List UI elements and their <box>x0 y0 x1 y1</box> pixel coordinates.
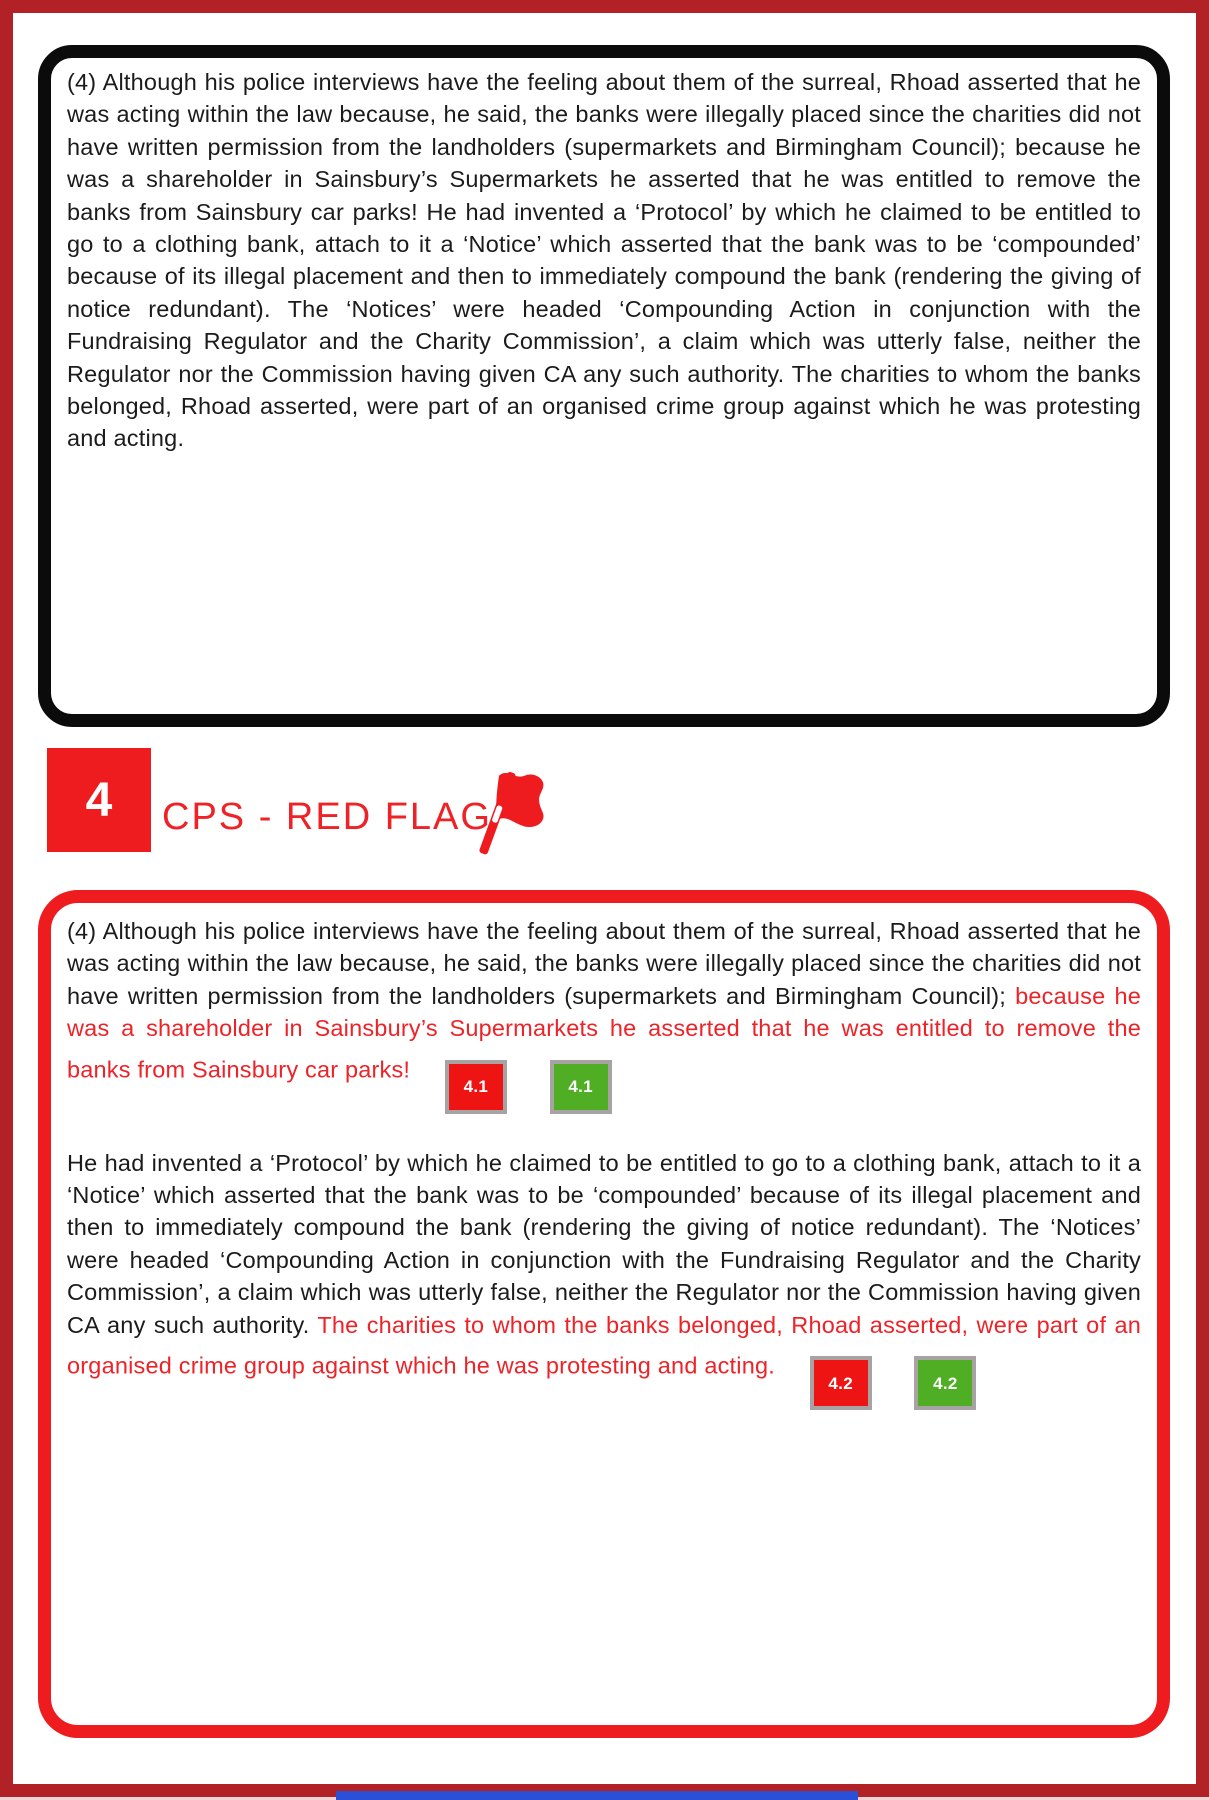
summary-box <box>38 45 1170 727</box>
paragraph-2-black-text: He had invented a ‘Protocol’ by which he claimed to be entitled to go to a clothing bank, attach to it a ‘Notice’ which asserted that the bank was to be ‘compounded’ because of its illegal placement and then to immediately compound the bank (rendering the giving of notice redundant). The ‘Notices’ were headed ‘Compounding Action in conjunction with the Fundraising Regulator and the Charity Commission’, a claim which was utterly false, neither the Regulator nor the Commission having given CA any such authority. <box>67 1149 1141 1338</box>
bottom-blue-bar <box>336 1791 858 1800</box>
badge-4-1-green: 4.1 <box>550 1060 612 1114</box>
paragraph-1-red-text: because he was a shareholder in Sainsbury’s Supermarkets he asserted that he was entitled to remove the banks from Sainsbury car parks! <box>67 982 1141 1083</box>
paragraph-2-red-text: The charities to whom the banks belonged, Rhoad asserted, were part of an organised crime group against which he was protesting and acting. <box>67 1311 1141 1379</box>
badge-4-2-red: 4.2 <box>810 1356 872 1410</box>
section-title: CPS - RED FLAG <box>162 796 492 838</box>
page-border-right <box>1196 0 1209 1800</box>
badge-4-1-red: 4.1 <box>445 1060 507 1114</box>
page-border-top <box>0 0 1209 13</box>
page-border-left <box>0 0 13 1800</box>
summary-text: (4) Although his police interviews have the feeling about them of the surreal, Rhoad asserted that he was acting within the law because, he said, the banks were illegally placed since the charities did not have written permission from the landholders (supermarkets and Birmingham Council); because he was a shareholder in Sainsbury’s Supermarkets he asserted that he was entitled to remove the banks from Sainsbury car parks! He had invented a ‘Protocol’ by which he claimed to be entitled to go to a clothing bank, attach to it a ‘Notice’ which asserted that the bank was to be ‘compounded’ because of its illegal placement and then to immediately compound the bank (rendering the giving of notice redundant). The ‘Notices’ were headed ‘Compounding Action in conjunction with the Fundraising Regulator and the Charity Commission’, a claim which was utterly false, neither the Regulator nor the Commission having given CA any such authority. The charities to whom the banks belonged, Rhoad asserted, were part of an organised crime group against which he was protesting and acting. <box>67 69 1141 452</box>
section-number-badge <box>47 748 151 852</box>
flagged-paragraph-1 <box>67 915 1141 1099</box>
red-flag-icon <box>450 766 548 860</box>
badge-4-2-green: 4.2 <box>914 1356 976 1410</box>
flagged-details-box <box>38 890 1170 1738</box>
flagged-paragraph-2 <box>67 1147 1141 1395</box>
paragraph-1-black-text: (4) Although his police interviews have the feeling about them of the surreal, Rhoad asserted that he was acting within the law because, he said, the banks were illegally placed since the charities did not have written permission from the landholders (supermarkets and Birmingham Council); <box>67 918 1141 1009</box>
section-number: 4 <box>85 773 113 827</box>
